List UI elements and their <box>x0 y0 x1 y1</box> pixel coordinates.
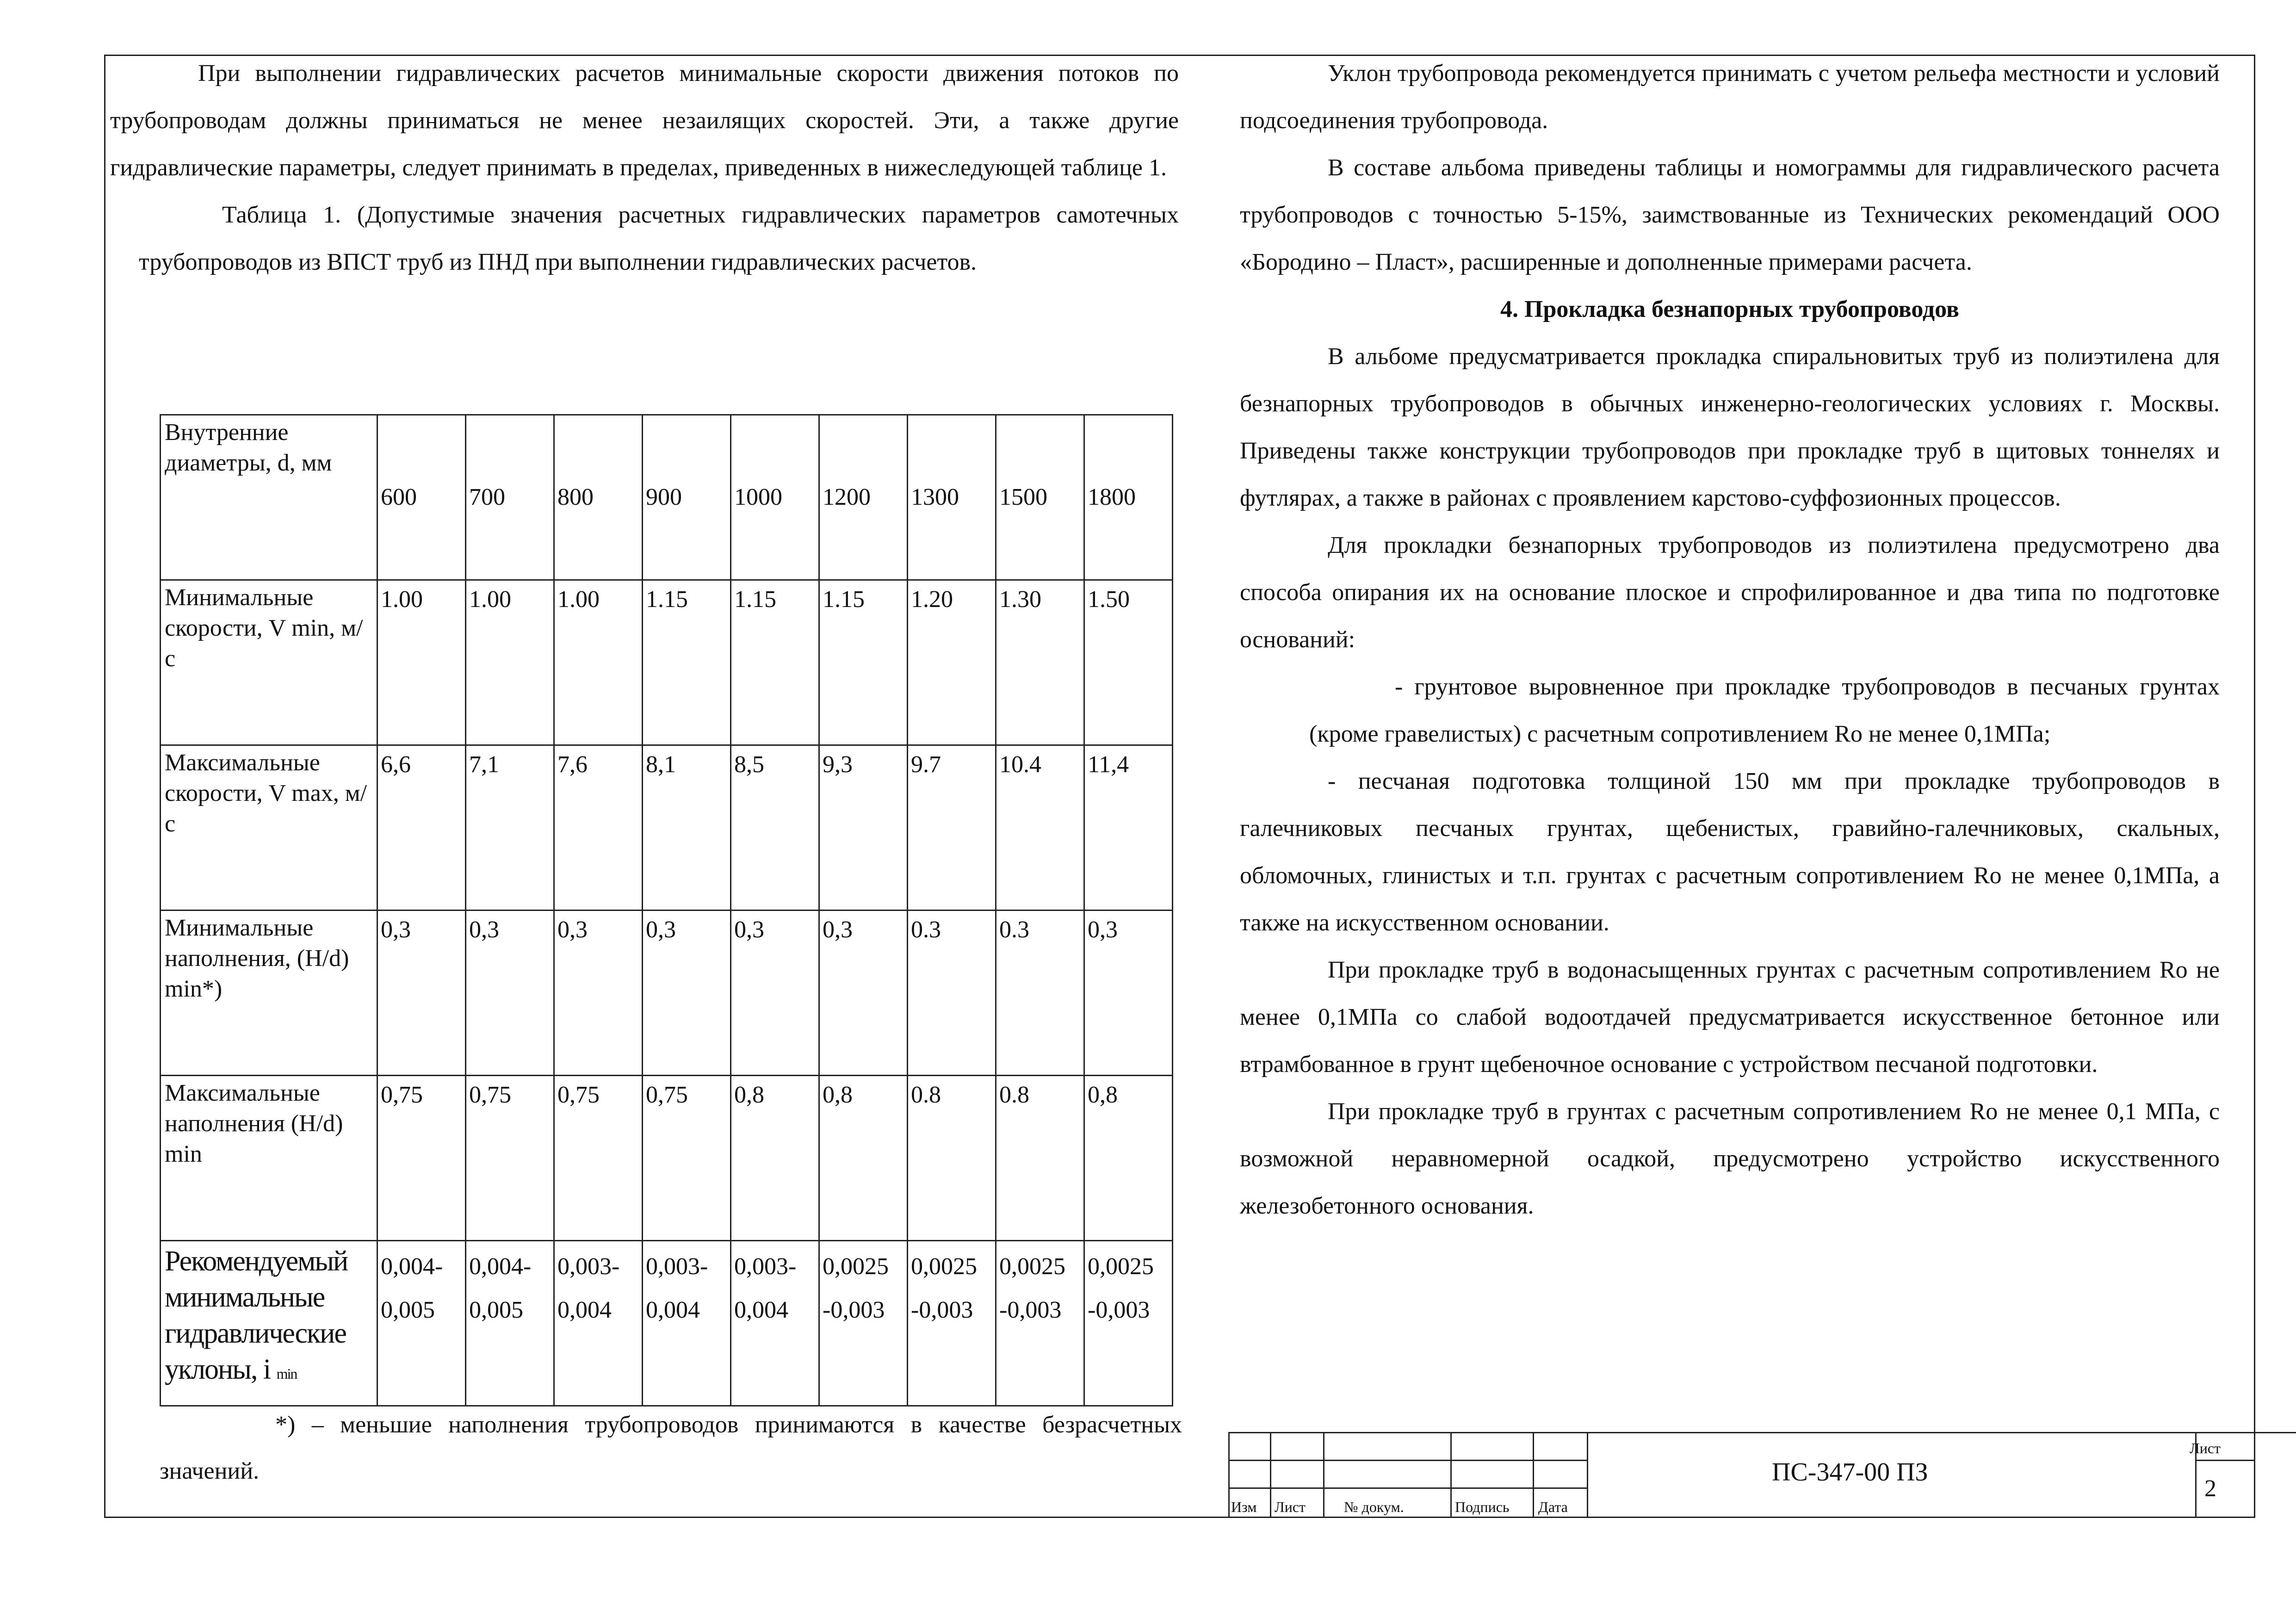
table-cell: 1300 <box>908 415 996 580</box>
table-row <box>161 580 1173 745</box>
list-item-sand: - песчаная подготовка толщиной 150 мм при прокладке трубопроводов в галечниковых песчаных грунтах, щебенистых, гравийно-галечниковых, скальных, обломочных, глинистых и т.п. грунтах с расчетным сопротивлением Ro не менее 0,1МПа, а также на искусственном основании. <box>1240 768 2220 936</box>
table-cell: 1.15 <box>819 580 908 745</box>
section-heading: 4. Прокладка безнапорных трубопроводов <box>1500 296 1959 322</box>
paragraph-support-methods: Для прокладки безнапорных трубопроводов из полиэтилена предусмотрено два способа опирания их на основание плоское и спрофилированное и два типа по подготовке оснований: <box>1240 532 2220 653</box>
table-cell: 0.3 <box>908 911 996 1076</box>
table-cell: 0,75 <box>466 1076 554 1241</box>
table-cell: 800 <box>554 415 643 580</box>
intro-paragraph: При выполнении гидравлических расчетов минимальные скорости движения потоков по трубопроводам должны приниматься не менее незаилящих скоростей. Эти, а также другие гидравлические параметры, следует принимать в пределах, приведенных в нижеследующей таблице 1. <box>110 60 1179 181</box>
paragraph-settlement: При прокладке труб в грунтах с расчетным сопротивлением Ro не менее 0,1 МПа, с возможной неравномерной осадкой, предусмотрено устройство искусственного железобетонного основания. <box>1240 1098 2220 1219</box>
table-cell: 0.3 <box>996 911 1084 1076</box>
sheet-number: 2 <box>2204 1475 2216 1502</box>
footnote-text: *) – меньшие наполнения трубопроводов принимаются в качестве безрасчетных значений. <box>160 1412 1182 1484</box>
table-cell: 1.00 <box>378 580 466 745</box>
row-header-text: Минимальные наполнения, (H/d) min*) <box>165 915 349 1002</box>
paragraph-album: В составе альбома приведены таблицы и номограммы для гидравлического расчета трубопроводов с точностью 5-15%, заимствованные из Технических рекомендаций ООО «Бородино – Пласт», расширенные и дополненные примерами расчета. <box>1240 155 2220 275</box>
row-header-text: Рекомендуемый минимальные гидравлические уклоны, i <box>165 1245 348 1385</box>
row-header <box>161 415 378 580</box>
table-cell: 1.50 <box>1084 580 1173 745</box>
table-cell: 0,0025 -0,003 <box>819 1241 908 1406</box>
table-cell: 0,3 <box>554 911 643 1076</box>
table-cell: 0,0025 -0,003 <box>908 1241 996 1406</box>
row-header-text: Максимальные скорости, V max, м/с <box>165 750 367 837</box>
table-cell: 0,004-0,005 <box>466 1241 554 1406</box>
row-header <box>161 580 378 745</box>
stamp-label-izm: Изм <box>1231 1499 1257 1515</box>
row-header-text: Максимальные наполнения (H/d) min <box>165 1080 343 1167</box>
table-cell: 0,3 <box>1084 911 1173 1076</box>
right-column <box>1240 50 2220 1230</box>
table-cell: 0,3 <box>643 911 731 1076</box>
table-cell: 0,75 <box>554 1076 643 1241</box>
table-cell: 8,1 <box>643 745 731 911</box>
hydraulic-parameters-table <box>160 414 1173 1406</box>
table-cell: 8,5 <box>731 745 819 911</box>
table-cell: 0,3 <box>819 911 908 1076</box>
table-cell: 10.4 <box>996 745 1084 911</box>
paragraph-slope: Уклон трубопровода рекомендуется принимать с учетом рельефа местности и условий подсоединения трубопровода. <box>1240 60 2220 134</box>
document-code: ПС-347-00 ПЗ <box>1772 1458 1928 1487</box>
table-row <box>161 1076 1173 1241</box>
table-cell: 1800 <box>1084 415 1173 580</box>
table-cell: 1200 <box>819 415 908 580</box>
row-header-subscript: min <box>276 1365 297 1382</box>
table-cell: 0,3 <box>731 911 819 1076</box>
table-cell: 1.20 <box>908 580 996 745</box>
table-row <box>161 1241 1173 1406</box>
table-cell: 0,8 <box>1084 1076 1173 1241</box>
table-cell: 900 <box>643 415 731 580</box>
table-cell: 0,0025 -0,003 <box>1084 1241 1173 1406</box>
row-header <box>161 1076 378 1241</box>
row-header-text: Минимальные скорости, V min, м/с <box>165 584 363 672</box>
stamp-label-doc: № докум. <box>1344 1499 1404 1515</box>
paragraph-water-saturated: При прокладке труб в водонасыщенных грунтах с расчетным сопротивлением Ro не менее 0,1МПа со слабой водоотдачей предусматривается искусственное бетонное или втрамбованное в грунт щебеночное основание с устройством песчаной подготовки. <box>1240 957 2220 1078</box>
table-cell: 1500 <box>996 415 1084 580</box>
table-cell: 0,003-0,004 <box>554 1241 643 1406</box>
table-cell: 1.30 <box>996 580 1084 745</box>
table-cell: 6,6 <box>378 745 466 911</box>
table-cell: 9.7 <box>908 745 996 911</box>
stamp-label-list: Лист <box>1275 1499 1306 1515</box>
table-cell: 0,75 <box>643 1076 731 1241</box>
list-item-ground: - грунтовое выровненное при прокладке трубопроводов в песчаных грунтах (кроме гравелистых) с расчетным сопротивлением Ro не менее 0,1МПа; <box>1309 674 2220 747</box>
left-column <box>110 50 1179 286</box>
table-row <box>161 415 1173 580</box>
title-block <box>1228 1432 2254 1518</box>
table-cell: 1.00 <box>554 580 643 745</box>
row-header <box>161 911 378 1076</box>
table-row <box>161 745 1173 911</box>
table-cell: 0,003-0,004 <box>643 1241 731 1406</box>
table-cell: 0.8 <box>996 1076 1084 1241</box>
row-header-text: Внутренние диаметры, d, мм <box>165 419 332 476</box>
table-cell: 11,4 <box>1084 745 1173 911</box>
table-cell: 7,1 <box>466 745 554 911</box>
table-cell: 0,003-0,004 <box>731 1241 819 1406</box>
table-cell: 0,3 <box>466 911 554 1076</box>
table-cell: 700 <box>466 415 554 580</box>
table-cell: 0.8 <box>908 1076 996 1241</box>
table-cell: 1.15 <box>731 580 819 745</box>
sheet-label: Лист <box>2190 1440 2221 1456</box>
paragraph-laying: В альбоме предусматривается прокладка спиральновитых труб из полиэтилена для безнапорных трубопроводов в обычных инженерно-геологических условиях г. Москвы. Приведены также конструкции трубопроводов при прокладке труб в щитовых тоннелях и футлярах, а также в районах с проявлением карстово-суффозионных процессов. <box>1240 343 2220 511</box>
table-cell: 0,3 <box>378 911 466 1076</box>
table-cell: 1.00 <box>466 580 554 745</box>
table-cell: 600 <box>378 415 466 580</box>
table-footnote <box>160 1402 1182 1494</box>
table-cell: 9,3 <box>819 745 908 911</box>
table-cell: 0,0025 -0,003 <box>996 1241 1084 1406</box>
table-cell: 0,8 <box>731 1076 819 1241</box>
table-cell: 1000 <box>731 415 819 580</box>
row-header <box>161 745 378 911</box>
table-cell: 0,8 <box>819 1076 908 1241</box>
table-caption: Таблица 1. (Допустимые значения расчетных гидравлических параметров самотечных трубопроводов из ВПСТ труб из ПНД при выполнении гидравлических расчетов. <box>139 202 1179 275</box>
row-header <box>161 1241 378 1406</box>
table-cell: 0,75 <box>378 1076 466 1241</box>
stamp-label-date: Дата <box>1538 1499 1568 1515</box>
table-cell: 7,6 <box>554 745 643 911</box>
table-row <box>161 911 1173 1076</box>
stamp-label-signature: Подпись <box>1455 1499 1510 1515</box>
table-cell: 0,004-0,005 <box>378 1241 466 1406</box>
table-cell: 1.15 <box>643 580 731 745</box>
